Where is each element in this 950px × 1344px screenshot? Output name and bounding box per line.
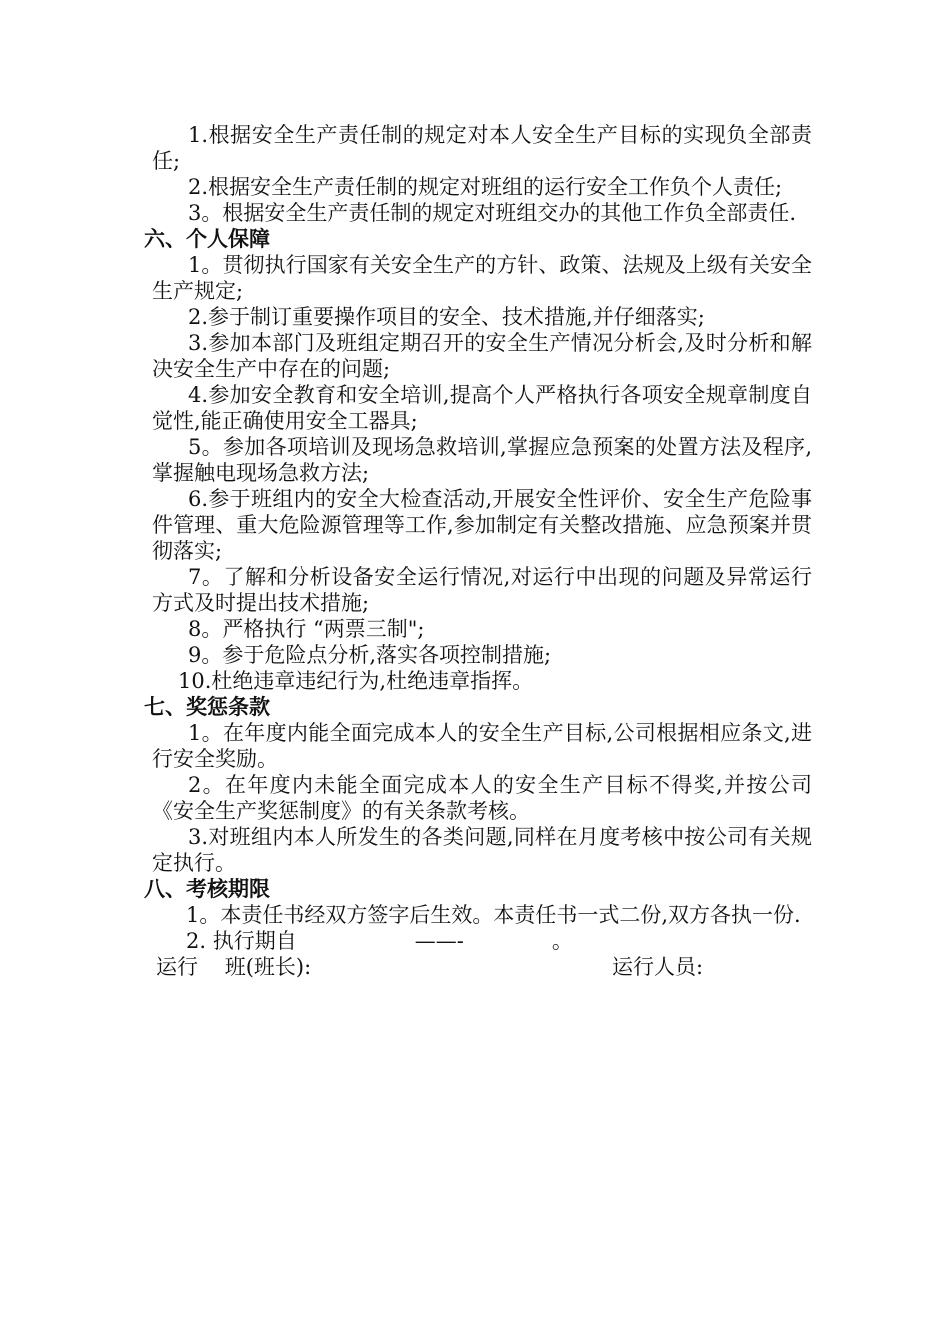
sec6-item-9: 9。参于危险点分析,落实各项控制措施; [188, 643, 552, 667]
sec6-item-6: 6.参于班组内的安全大检查活动,开展安全性评价、安全生产危险事件管理、重大危险源管理等工作,参加制定有关整改措施、应急预案并贯彻落实; [152, 487, 812, 563]
sec7-item-3: 3.对班组内本人所发生的各类问题,同样在月度考核中按公司有关规定执行。 [152, 825, 812, 875]
sec7-heading: 七、奖惩条款 [144, 695, 270, 719]
sec8-item-1: 1。本责任书经双方签字后生效。本责任书一式二份,双方各执一份. [186, 903, 801, 927]
sec7-item-1: 1。在年度内能全面完成本人的安全生产目标,公司根据相应条文,进行安全奖励。 [152, 721, 812, 771]
execution-period-dash: ——- [414, 929, 464, 953]
sec7-item-2: 2。在年度内未能全面完成本人的安全生产目标不得奖,并按公司《安全生产奖惩制度》的有关条款考核。 [152, 773, 812, 823]
sec5-item-1: 1.根据安全生产责任制的规定对本人安全生产目标的实现负全部责任; [152, 123, 812, 173]
execution-period-line [152, 928, 812, 954]
sec5-item-2: 2.根据安全生产责任制的规定对班组的运行安全工作负个人责任; [188, 175, 783, 199]
sec6-item-1: 1。贯彻执行国家有关安全生产的方针、政策、法规及上级有关安全生产规定; [152, 253, 812, 303]
sec6-heading: 六、个人保障 [144, 227, 270, 251]
document-body [144, 122, 812, 980]
sec6-item-5: 5。参加各项培训及现场急救培训,掌握应急预案的处置方法及程序,掌握触电现场急救方法; [152, 435, 812, 485]
sec6-item-8: 8。严格执行 “两票三制"; [188, 617, 425, 641]
sec8-heading: 八、考核期限 [144, 877, 270, 901]
signature-operator: 运行人员: [612, 955, 704, 979]
execution-period-label: 2. 执行期自 [186, 929, 297, 953]
sec6-item-2: 2.参于制订重要操作项目的安全、技术措施,并仔细落实; [188, 305, 705, 329]
signature-team-leader: 运行 班(班长): [156, 955, 312, 979]
sec6-item-3: 3.参加本部门及班组定期召开的安全生产情况分析会,及时分析和解决安全生产中存在的问题; [152, 331, 812, 381]
sec6-item-4: 4.参加安全教育和安全培训,提高个人严格执行各项安全规章制度自觉性,能正确使用安全工器具; [152, 383, 812, 433]
sec6-item-7: 7。了解和分析设备安全运行情况,对运行中出现的问题及异常运行方式及时提出技术措施; [152, 565, 812, 615]
sec5-item-3: 3。根据安全生产责任制的规定对班组交办的其他工作负全部责任. [188, 201, 797, 225]
signature-line [152, 954, 812, 980]
sec6-item-10: 10.杜绝违章违纪行为,杜绝违章指挥。 [178, 669, 534, 693]
execution-period-end: 。 [551, 929, 573, 953]
